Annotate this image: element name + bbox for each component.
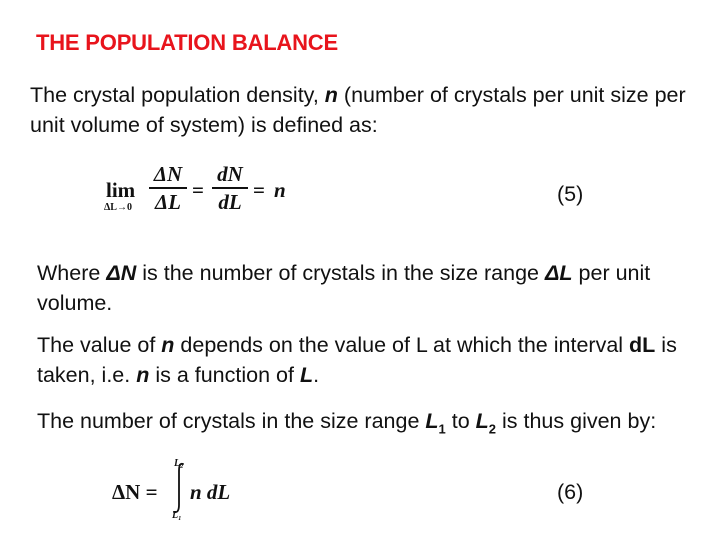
p3-text-5: . [313, 363, 320, 387]
lim-subscript: ΔL→0 [104, 202, 132, 213]
population-density-symbol: n [274, 178, 286, 202]
delta-fraction-numerator: ΔN [153, 162, 183, 186]
delta-fraction-denominator: ΔL [155, 190, 181, 214]
p3-text-2: depends on the value of L at which the interval [174, 333, 630, 357]
derivative-fraction [212, 162, 248, 214]
lim-operator: lim [106, 178, 136, 202]
p3-l: L [299, 363, 314, 387]
definition-paragraph [30, 80, 700, 140]
fraction-bar [149, 187, 187, 189]
integral-upper-limit: L₂ [174, 458, 184, 469]
p4-l1-subscript: 1 [438, 421, 446, 437]
dependence-paragraph [37, 330, 712, 390]
p4-l2-subscript: 2 [488, 421, 497, 437]
p4-text-3: is thus given by: [496, 409, 657, 433]
fraction-bar [212, 187, 248, 189]
p2-text-3: per unit volume. [37, 261, 651, 315]
p1-n: n [324, 83, 338, 107]
equation-6-lhs: ΔN = [112, 480, 158, 504]
p2-text-1: Where [37, 261, 107, 285]
equation-6-number: (6) [557, 480, 584, 504]
p3-text-1: The value of [37, 333, 162, 357]
integrand: n dL [190, 480, 231, 504]
delta-explanation-paragraph [37, 258, 697, 318]
p1-text-1: The crystal population density, [30, 83, 325, 107]
integral-sign-icon [172, 462, 186, 514]
p4-text-1: The number of crystals in the size range [37, 409, 426, 433]
equation-5 [104, 162, 294, 222]
p3-dl: dL [629, 333, 656, 357]
derivative-denominator: dL [218, 190, 242, 214]
range-paragraph [37, 406, 707, 444]
p3-text-3: is taken, i.e. [37, 333, 677, 387]
equals-sign: = [192, 178, 204, 202]
equation-5-number: (5) [557, 182, 584, 206]
p2-delta-n: ΔN [106, 261, 137, 285]
p4-l1: L [425, 409, 439, 433]
integral-lower-limit: L₁ [172, 510, 182, 521]
delta-fraction [149, 162, 187, 214]
p2-delta-l: ΔL [544, 261, 573, 285]
p2-text-2: is the number of crystals in the size range [136, 261, 545, 285]
slide-title: THE POPULATION BALANCE [36, 30, 338, 55]
equation-6 [112, 458, 262, 526]
derivative-numerator: dN [217, 162, 243, 186]
equals-sign: = [253, 178, 265, 202]
p3-n: n [161, 333, 175, 357]
p1-text-2: (number of crystals per unit size per unit volume of system) is defined as: [30, 83, 686, 137]
p4-l2: L [475, 409, 489, 433]
p3-text-4: is a function of [149, 363, 300, 387]
p4-text-2: to [445, 409, 476, 433]
p3-n-2: n [136, 363, 150, 387]
